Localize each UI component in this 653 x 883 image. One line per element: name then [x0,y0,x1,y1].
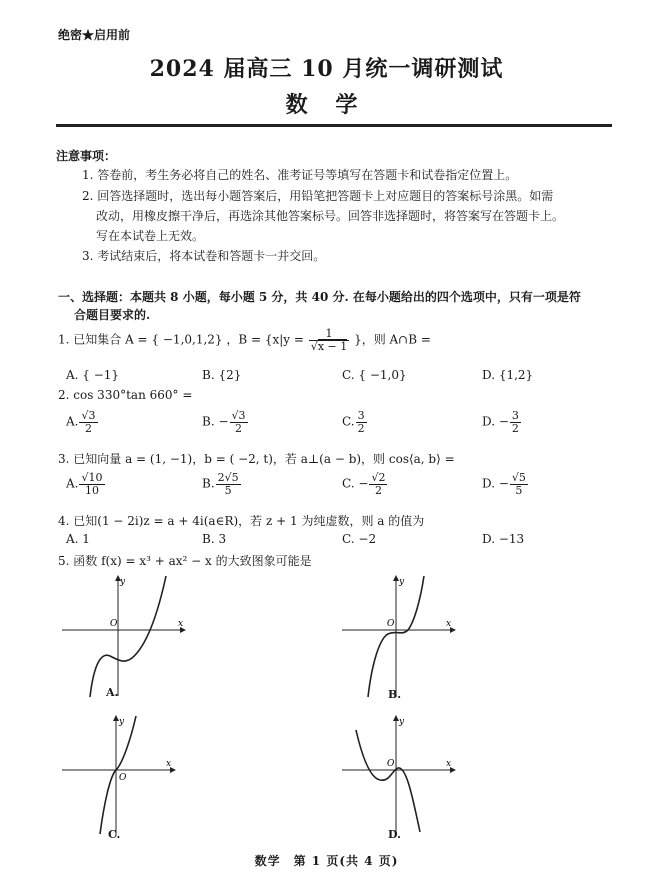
q2-a-frac [79,410,97,434]
q1-stem-b: }，则 A∩B = [354,332,431,347]
note-2-cont: 改动，用橡皮擦干净后，再选涂其他答案标号。回答非选择题时，将答案写在答题卡上。 [96,209,565,223]
graph-a-y-label: y [120,577,126,587]
q1-frac-den-wrap: √x − 1 [310,339,348,353]
section-heading-cont: 合题目要求的. [74,308,151,322]
q3-d-den: 5 [515,483,523,497]
question-5: 5. 函数 f(x) = x³ + ax² − x 的大致图象可能是 [58,554,312,568]
question-1 [58,328,431,352]
graph-a-label: A. [106,686,119,699]
graph-c [60,712,180,842]
q2-c-frac [356,410,367,434]
graph-d [340,712,460,842]
graph-c-y-label: y [119,717,125,727]
q3-d-frac [510,472,528,496]
q3-option-c [342,472,388,496]
q1-frac-num: 1 [309,328,349,341]
graph-c-label: C. [108,828,121,841]
q2-option-d [482,410,522,434]
question-4: 4. 已知(1 − 2i)z = a + 4i(a∈R)，若 z + 1 为纯虚数，则 a 的值为 [58,514,425,528]
q1-option-b: B. {2} [202,368,242,382]
q3-option-d [482,472,529,496]
q3-a-frac [79,472,104,496]
note-1: 1. 答卷前，考生务必将自己的姓名、准考证号等填写在答题卡和试卷指定位置上。 [82,168,518,182]
graph-a [60,572,190,702]
q3-a-num: √10 [81,471,103,484]
graph-d-x-label: x [446,759,452,769]
section-heading: 一、选择题：本题共 8 小题，每小题 5 分，共 40 分. 在每小题给出的四个选项中，只有一项是符 [58,290,581,304]
q2-d-num: 3 [511,409,519,422]
graph-c-x-label: x [166,759,172,769]
q3-b-frac [216,472,241,496]
exam-title: 2024 届高三 10 月统一调研测试 [149,56,504,82]
q2-option-c [342,410,368,434]
q3-d-num: √5 [511,471,526,484]
q3-c-num: √2 [371,471,386,484]
q4-option-c: C. −2 [342,532,377,546]
q3-a-label: A. [66,476,79,491]
q1-option-c: C. { −1,0} [342,368,407,382]
q2-d-label: D. − [482,414,509,429]
notes-title: 注意事项： [56,149,117,163]
q2-b-num: √3 [231,409,246,422]
q3-b-label: B. [202,476,215,491]
note-2-cont2: 写在本试卷上无效。 [96,229,205,243]
q3-c-frac [369,472,387,496]
note-2: 2. 回答选择题时，选出每小题答案后，用铅笔把答题卡上对应题目的答案标号涂黑。如需 [82,189,554,203]
q1-stem-a: 1. 已知集合 A = { −1,0,1,2} ，B = {x|y = [58,332,304,347]
q3-a-den: 10 [84,483,99,497]
graph-c-origin: O [119,773,127,783]
q1-frac-den: x − 1 [317,339,348,353]
question-2: 2. cos 330°tan 660° = [58,388,193,402]
graph-d-label: D. [388,828,401,841]
q2-a-num: √3 [81,409,96,422]
q3-c-den: 2 [374,483,382,497]
graph-b-y-label: y [399,577,405,587]
q1-option-a: A. { −1} [66,368,120,382]
q2-option-a [66,410,99,434]
graph-a-origin: O [110,619,118,629]
q4-option-a: A. 1 [66,532,90,546]
graph-d-y-label: y [399,717,405,727]
q3-c-label: C. − [342,476,369,491]
q3-b-den: 5 [224,483,232,497]
page-footer: 数学 第 1 页(共 4 页) [254,854,399,868]
q3-b-num: 2√5 [217,471,239,484]
q2-b-frac [230,410,248,434]
q2-d-frac [510,410,521,434]
note-3: 3. 考试结束后，将本试卷和答题卡一并交回。 [82,249,326,263]
q2-d-den: 2 [511,421,519,435]
graph-b-label: B. [388,688,402,701]
question-3: 3. 已知向量 a = (1, −1)，b = ( −2, t)，若 a⊥(a − b)，则 cos⟨a, b⟩ = [58,452,455,466]
graph-b [340,572,460,702]
q4-option-d: D. −13 [482,532,525,546]
q2-a-den: 2 [84,421,92,435]
q2-c-den: 2 [357,421,365,435]
subject-title: 数 学 [285,92,368,118]
graph-b-x-label: x [446,619,452,629]
q2-a-label: A. [66,414,79,429]
q2-b-den: 2 [235,421,243,435]
graph-b-origin: O [387,619,395,629]
q2-b-label: B. − [202,414,229,429]
q3-d-label: D. − [482,476,509,491]
q2-c-num: 3 [357,409,365,422]
q2-option-b [202,410,249,434]
header-rule [56,124,612,127]
graph-a-x-label: x [178,619,184,629]
graph-d-origin: O [387,759,395,769]
q3-option-a [66,472,106,496]
q3-option-b [202,472,242,496]
q1-option-d: D. {1,2} [482,368,534,382]
q4-option-b: B. 3 [202,532,227,546]
q1-fraction [309,328,349,352]
q2-c-label: C. [342,414,355,429]
confidential-label: 绝密★启用前 [58,28,131,42]
